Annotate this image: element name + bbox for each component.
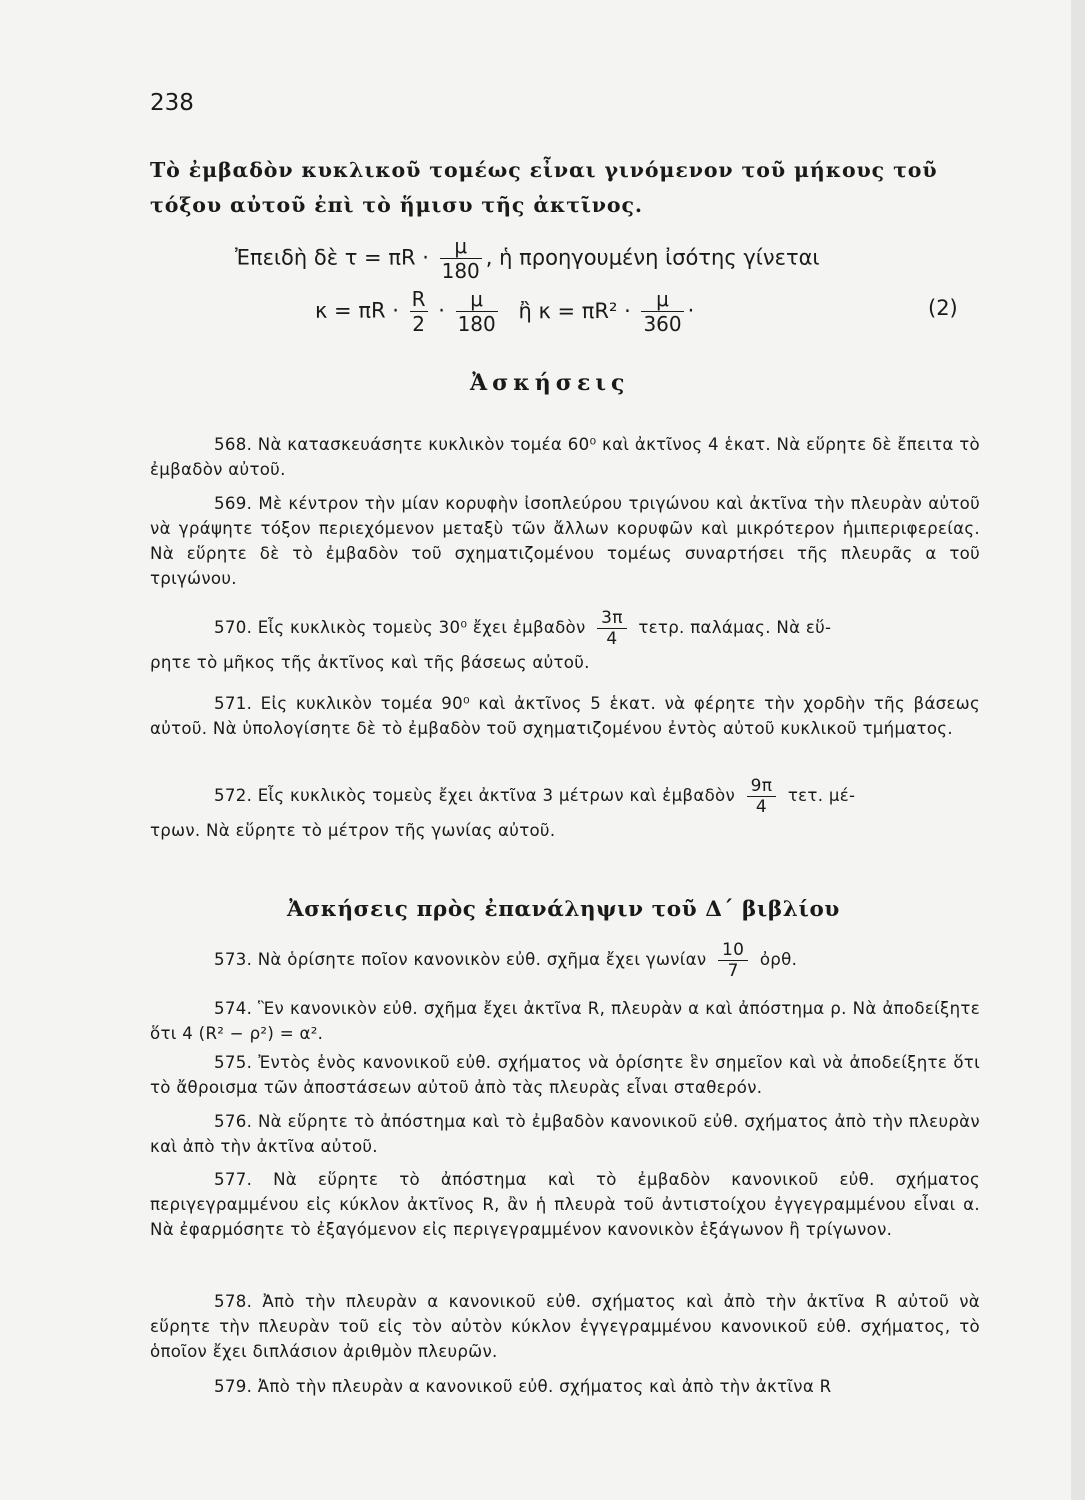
exercise-569 [150, 491, 980, 591]
fraction-9pi-4 [747, 776, 777, 817]
formula2-part1: κ = πR · [315, 298, 399, 323]
exercise-570-line1 [214, 608, 832, 649]
exercise-text: 576. Νὰ εὕρητε τὸ ἀπόστημα καὶ τὸ ἐμβαδὸν κανονικοῦ εὐθ. σχήματος ἀπὸ τὴν πλευρὰν καὶ ἀπὸ τὴν ἀκτῖνα αὐτοῦ. [150, 1112, 980, 1156]
exercise-text: 579. Ἀπὸ τὴν πλευρὰν α κανονικοῦ εὐθ. σχήματος καὶ ἀπὸ τὴν ἀκτῖνα R [214, 1377, 832, 1396]
exercise-573-line1 [214, 940, 798, 981]
fraction-numerator: μ [470, 287, 484, 311]
exercise-text: 571. Εἰς κυκλικὸν τομέα 90⁰ καὶ ἀκτῖνος 5 ἑκατ. νὰ φέρητε τὴν χορδὴν τῆς βάσεως αὐτοῦ. Νὰ ὑπολογίσητε δὲ τὸ ἐμβαδὸν τοῦ σχηματιζομένου ἐντὸς αὐτοῦ κυκλικοῦ τμήματος. [150, 694, 980, 738]
formula2-part2: ἢ κ = πR² · [518, 298, 631, 323]
fraction-denominator: 360 [643, 312, 682, 336]
fraction-numerator: 3π [601, 608, 623, 628]
exercise-text: 577. Νὰ εὕρητε τὸ ἀπόστημα καὶ τὸ ἐμβαδὸν κανονικοῦ εὐθ. σχήματος περιγεγραμμένου εἰς κύκλον ἀκτῖνος R, ἂν ἡ πλευρὰ τοῦ ἀντιστοίχου ἐγγεγραμμένου εἶναι α. Νὰ ἐφαρμόσητε τὸ ἐξαγόμενον εἰς περιγεγραμμένον κανονικὸν ἑξάγωνον ἢ τρίγωνον. [150, 1170, 980, 1239]
fraction-numerator: 9π [750, 776, 773, 796]
page-edge [1071, 0, 1085, 1500]
exercise-text: τετ. μέ- [787, 786, 856, 805]
theorem-statement: Τὸ ἐμβαδὸν κυκλικοῦ τομέως εἶναι γινόμενον τοῦ μήκους τοῦ τόξου αὐτοῦ ἐπὶ τὸ ἥμισυ τῆς ἀκτῖνος. [150, 158, 938, 217]
formula-line-1 [235, 234, 820, 283]
exercise-568 [150, 432, 980, 482]
exercise-text: 573. Νὰ ὁρίσητε ποῖον κανονικὸν εὐθ. σχῆμα ἔχει γωνίαν [214, 950, 707, 969]
exercise-text: 575. Ἐντὸς ἑνὸς κανονικοῦ εὐθ. σχήματος νὰ ὁρίσητε ἓν σημεῖον καὶ νὰ ἀποδείξητε ὅτι τὸ ἄθροισμα τῶν ἀποστάσεων αὐτοῦ ἀπὸ τὰς πλευρὰς εἶναι σταθερόν. [150, 1053, 980, 1097]
equation-label: (2) [928, 296, 958, 320]
fraction-denominator: 2 [410, 311, 428, 336]
exercise-text: ὀρθ. [759, 950, 798, 969]
exercise-572-line2: τρων. Νὰ εὕρητε τὸ μέτρον τῆς γωνίας αὐτοῦ. [150, 821, 556, 840]
fraction-numerator: R [411, 287, 426, 311]
formula1-suffix: , ἡ προηγουμένη ἰσότης γίνεται [485, 245, 820, 270]
exercise-571 [150, 691, 980, 741]
fraction-3pi-4 [597, 608, 627, 649]
fraction-denominator: 4 [747, 796, 777, 817]
formula2-end: · [687, 298, 695, 323]
exercise-577 [150, 1167, 980, 1242]
fraction-numerator: 10 [722, 940, 745, 960]
exercise-572 [150, 776, 980, 840]
exercise-text: 578. Ἀπὸ τὴν πλευρὰν α κανονικοῦ εὐθ. σχήματος καὶ ἀπὸ τὴν ἀκτῖνα R αὐτοῦ νὰ εὕρητε τὴν πλευρὰν τοῦ εἰς τὸν αὐτὸν κύκλον ἐγγεγραμμένου κανονικοῦ εὐθ. σχήματος, τὸ ὁποῖον ἔχει διπλάσιον ἀριθμὸν πλευρῶν. [150, 1292, 980, 1361]
fraction-denominator: 7 [718, 960, 748, 981]
exercise-572-line1 [214, 776, 856, 817]
section-heading-exercises: Ἀσκήσεις [470, 370, 630, 396]
exercise-575 [150, 1050, 980, 1100]
fraction-numerator: μ [454, 234, 468, 258]
exercise-578 [150, 1289, 980, 1364]
exercise-573 [150, 940, 980, 981]
exercise-576 [150, 1109, 980, 1159]
exercise-text: 574. Ἓν κανονικὸν εὐθ. σχῆμα ἔχει ἀκτῖνα R, πλευρὰν α καὶ ἀπόστημα ρ. Νὰ ἀποδείξητε ὅτι 4 (R² − ρ²) = α². [150, 999, 980, 1043]
exercise-text: 572. Εἷς κυκλικὸς τομεὺς ἔχει ἀκτῖνα 3 μέτρων καὶ ἐμβαδὸν [214, 786, 736, 805]
exercise-579 [150, 1374, 980, 1399]
exercise-574 [150, 996, 980, 1046]
page-number: 238 [150, 90, 194, 116]
formula-line-2 [315, 287, 694, 336]
fraction-mu-360 [641, 287, 683, 336]
formula2-dot: · [438, 298, 445, 323]
exercise-570 [150, 608, 980, 672]
exercise-text: τετρ. παλάμας. Νὰ εὕ- [638, 618, 832, 637]
section-heading-review: Ἀσκήσεις πρὸς ἐπανάληψιν τοῦ Δ΄ βιβλίου [287, 897, 840, 922]
fraction-denominator: 4 [597, 628, 627, 649]
fraction-numerator: μ [656, 287, 669, 311]
fraction-mu-180b [456, 287, 498, 336]
exercise-text: 569. Μὲ κέντρον τὴν μίαν κορυφὴν ἰσοπλεύρου τριγώνου καὶ ἀκτῖνα τὴν πλευρὰν αὐτοῦ νὰ γράψητε τόξον περιεχόμενον μεταξὺ τῶν ἄλλων κορυφῶν καὶ μικρότερον ἡμιπεριφερείας. Νὰ εὕρητε δὲ τὸ ἐμβαδὸν τοῦ σχηματιζομένου τομέως συναρτήσει τῆς πλευρᾶς α τοῦ τριγώνου. [150, 494, 980, 588]
exercise-text: 570. Εἷς κυκλικὸς τομεὺς 30⁰ ἔχει ἐμβαδὸν [214, 618, 586, 637]
exercise-570-line2: ρητε τὸ μῆκος τῆς ἀκτῖνος καὶ τῆς βάσεως αὐτοῦ. [150, 653, 590, 672]
fraction-denominator: 180 [441, 259, 480, 283]
formula1-prefix: Ἐπειδὴ δὲ τ = πR · [235, 245, 429, 270]
fraction-denominator: 180 [457, 312, 496, 336]
fraction-mu-180 [440, 234, 482, 283]
fraction-r-2 [410, 287, 428, 336]
fraction-10-7 [718, 940, 748, 981]
exercise-text: 568. Νὰ κατασκευάσητε κυκλικὸν τομέα 60⁰ καὶ ἀκτῖνος 4 ἑκατ. Νὰ εὕρητε δὲ ἔπειτα τὸ ἐμβαδὸν αὐτοῦ. [150, 435, 980, 479]
